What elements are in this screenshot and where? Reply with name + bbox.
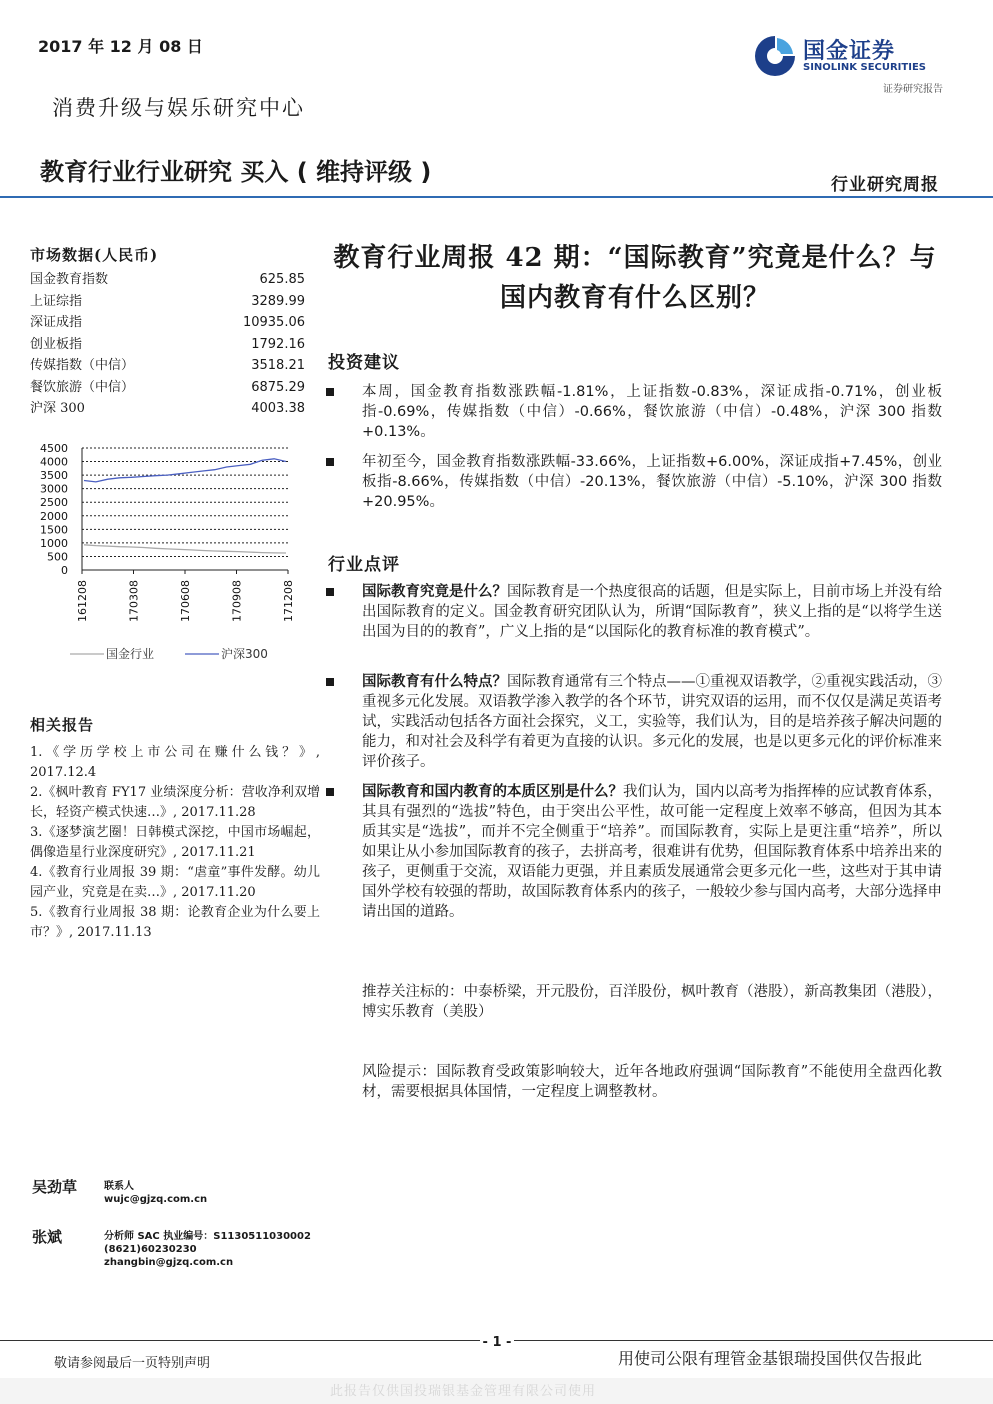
report-date: 2017 年 12 月 08 日 xyxy=(38,37,203,56)
y-tick-label: 3000 xyxy=(40,482,68,496)
invest-bullet xyxy=(326,382,942,442)
report-type: 行业研究周报 xyxy=(831,175,939,195)
market-row xyxy=(30,269,305,291)
market-data xyxy=(30,244,305,420)
market-row xyxy=(30,398,305,420)
review-heading: 行业点评 xyxy=(328,555,400,575)
market-row xyxy=(30,291,305,313)
market-row xyxy=(30,334,305,356)
company-logo xyxy=(753,30,943,94)
market-row-name: 传媒指数（中信） xyxy=(30,358,135,373)
market-row-value: 1792.16 xyxy=(251,336,305,352)
author-name: 吴劲草 xyxy=(32,1178,78,1196)
related-report-item: 5.《教育行业周报 38 期：论教育企业为什么要上市？》, 2017.11.13 xyxy=(30,905,320,940)
research-center: 消费升级与娱乐研究中心 xyxy=(52,96,305,120)
author-contact-line: 联系人 xyxy=(104,1181,134,1192)
review-bullet xyxy=(326,672,942,772)
rating-title: 教育行业行业研究 买入 ( 维持评级 ) xyxy=(40,158,432,186)
x-tick-label: 170908 xyxy=(230,580,244,622)
market-row-value: 4003.38 xyxy=(251,401,305,416)
x-tick-label: 171208 xyxy=(282,580,295,622)
y-tick-label: 4500 xyxy=(40,442,68,455)
review-bullet-text: 国际教育是一个热度很高的话题，但是实际上，目前市场上并没有给出国际教育的定义。国金教育研究团队认为，所谓“国际教育”，狭义上指的是“以将学生送出国为目的的教育”，广义上指的是“以国际化的教育标准的教育模式”。 xyxy=(362,584,942,640)
risk-paragraph: 风险提示：国际教育受政策影响较大，近年各地政府强调“国际教育”不能使用全盘西化教材，需要根据具体国情，一定程度上调整教材。 xyxy=(362,1064,942,1100)
market-row-name: 上证综指 xyxy=(30,293,83,309)
review-bullet xyxy=(326,782,942,922)
invest-bullet-text: 年初至今，国金教育指数涨跌幅-33.66%，上证指数+6.00%，深证成指+7.45%，创业板指-8.66%，传媒指数（中信）-20.13%，餐饮旅游（中信）-5.10%，沪深 300 指数+20.95%。 xyxy=(362,454,942,510)
author-contact-line: (8621)60230230 xyxy=(104,1244,197,1255)
y-tick-label: 500 xyxy=(47,550,68,564)
market-row-name: 餐饮旅游（中信） xyxy=(30,379,135,395)
market-row xyxy=(30,312,305,334)
review-bullet-lead: 国际教育和国内教育的本质区别是什么？ xyxy=(362,783,623,800)
author-contact xyxy=(104,1230,311,1269)
market-row xyxy=(30,355,305,377)
y-tick-label: 3500 xyxy=(40,469,68,483)
y-tick-label: 1500 xyxy=(40,523,68,537)
market-row-value: 3518.21 xyxy=(251,358,305,373)
market-data-title: 市场数据(人民币) xyxy=(30,246,159,264)
recommend-paragraph: 推荐关注标的：中泰桥梁，开元股份，百洋股份，枫叶教育（港股），新高教集团（港股），博实乐教育（美股） xyxy=(362,984,942,1020)
author-contact-line: zhangbin@gjzq.com.cn xyxy=(104,1257,234,1268)
bullet-square-icon xyxy=(326,788,334,796)
y-tick-label: 2000 xyxy=(40,509,68,523)
market-row-value: 3289.99 xyxy=(251,293,305,309)
legend-label: 沪深300 xyxy=(221,647,268,661)
chart-svg xyxy=(30,436,310,676)
logo-name: 国金证券 xyxy=(803,39,896,64)
bullet-square-icon xyxy=(326,388,334,396)
review-bullet-text: 国际教育通常有三个特点——①重视双语教学，②重视实践活动，③重视多元化发展。双语教学渗入教学的各个环节，讲究双语的运用，而不仅仅是满足英语考试，实践活动包括各方面社会探究，义工，实验等，我们认为，目的是培养孩子解决问题的能力，和对社会及科学有着更为直接的认识。多元化的发展，也是以更多元化的评价标准来评价孩子。 xyxy=(362,674,942,770)
author-contact-line: 分析师 SAC 执业编号：S1130511030002 xyxy=(104,1231,311,1242)
disclaimer-note: 敬请参阅最后一页特别声明 xyxy=(54,1356,211,1371)
x-tick-label: 170308 xyxy=(127,580,141,622)
y-tick-label: 4000 xyxy=(40,455,68,469)
author-contact xyxy=(104,1180,207,1206)
review-bullet-lead: 国际教育有什么特点？ xyxy=(362,673,507,690)
bullet-square-icon xyxy=(326,588,334,596)
invest-bullet-text: 本周，国金教育指数涨跌幅-1.81%，上证指数-0.83%，深证成指-0.71%，创业板指-0.69%，传媒指数（中信）-0.66%，餐饮旅游（中信）-0.48%，沪深 300 指数+0.13%。 xyxy=(362,384,942,440)
related-report-item: 1.《学历学校上市公司在赚什么钱？》, 2017.12.4 xyxy=(30,745,320,780)
y-tick-label: 2500 xyxy=(40,496,68,510)
invest-bullet xyxy=(326,452,942,512)
market-row-name: 创业板指 xyxy=(30,336,83,352)
related-report-item: 4.《教育行业周报 39 期：“虐童”事件发酵。幼儿园产业，究竟是在卖…》, 2017.11.20 xyxy=(30,865,320,900)
review-bullet-text: 我们认为，国内以高考为指挥棒的应试教育体系，其具有强烈的“选拔”特色，由于突出公平性，故可能一定程度上效率不够高，但因为其本质其实是“选拔”，而并不完全侧重于“培养”。而国际教育，实际上是更注重“培养”，所以如果让从小参加国际教育的孩子，去拼高考，很难讲有优势，但国际教育体系中培养出来的孩子，更侧重于交流，双语能力更强，并且素质发展通常会更多元化一些，这些对于其申请国外学校有较强的帮助，故国际教育体系内的孩子，一般较少参与国内高考，大部分选择申请出国的道路。 xyxy=(362,784,942,920)
market-row-value: 6875.29 xyxy=(251,379,305,395)
series-line xyxy=(84,459,286,482)
market-row-value: 625.85 xyxy=(259,272,305,287)
review-bullet-lead: 国际教育究竟是什么？ xyxy=(362,583,507,600)
market-row-name: 深证成指 xyxy=(30,315,83,330)
logo-subtitle: 证券研究报告 xyxy=(883,84,943,95)
y-tick-label: 1000 xyxy=(40,536,68,550)
y-tick-label: 0 xyxy=(61,564,68,577)
index-chart xyxy=(30,436,310,676)
series-line xyxy=(84,545,286,553)
market-row xyxy=(30,377,305,399)
page-number: - 1 - xyxy=(480,1335,514,1350)
related-reports xyxy=(30,714,320,943)
market-row-value: 10935.06 xyxy=(242,315,305,330)
related-list xyxy=(30,743,320,943)
author-block xyxy=(32,1226,322,1276)
legend-label: 国金行业 xyxy=(106,647,155,661)
authors xyxy=(32,1176,322,1276)
related-reports-title: 相关报告 xyxy=(30,716,95,734)
watermark-text: 此报告仅供国投瑞银基金管理有限公司使用 xyxy=(330,1384,597,1399)
related-report-item: 3.《逐梦演艺圈！日韩模式深挖，中国市场崛起，偶像造星行业深度研究》, 2017.11.21 xyxy=(30,825,320,860)
related-report-item: 2.《枫叶教育 FY17 业绩深度分析：营收净利双增长，轻资产模式快速…》, 2017.11.28 xyxy=(30,785,320,820)
x-tick-label: 170608 xyxy=(179,580,192,622)
market-row-name: 沪深 300 xyxy=(30,401,85,416)
market-row-name: 国金教育指数 xyxy=(30,272,109,287)
author-block xyxy=(32,1176,322,1226)
x-tick-label: 161208 xyxy=(76,580,89,622)
header-rule xyxy=(0,196,993,198)
bullet-square-icon xyxy=(326,458,334,466)
logo-mark-icon xyxy=(753,34,797,78)
invest-heading: 投资建议 xyxy=(328,353,400,373)
logo-english: SINOLINK SECURITIES xyxy=(803,62,926,73)
report-title: 教育行业周报 42 期：“国际教育”究竟是什么？与国内教育有什么区别？ xyxy=(333,243,937,313)
author-contact-line: wujc@gjzq.com.cn xyxy=(104,1194,208,1205)
bullet-square-icon xyxy=(326,678,334,686)
usage-note: 用使司公限有理管金基银瑞投国供仅告报此 xyxy=(618,1349,923,1368)
review-bullet xyxy=(326,582,942,642)
market-rows xyxy=(30,269,305,420)
author-name: 张斌 xyxy=(32,1228,63,1246)
